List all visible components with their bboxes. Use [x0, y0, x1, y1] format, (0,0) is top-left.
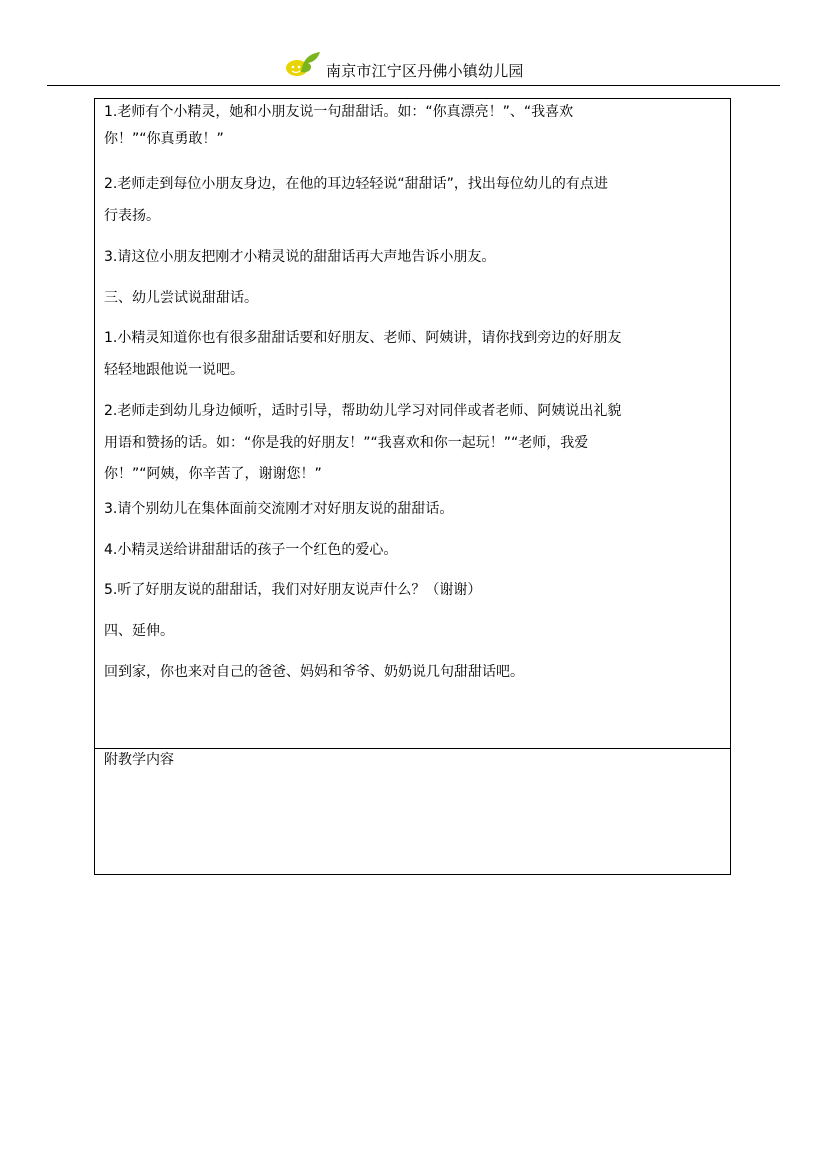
appendix-label: 附教学内容 — [104, 752, 174, 768]
process-line: 你！”“阿姨，你辛苦了，谢谢您！” — [104, 466, 322, 482]
process-line: 3.请个别幼儿在集体面前交流刚才对好朋友说的甜甜话。 — [104, 501, 454, 517]
header-divider — [47, 85, 780, 86]
logo-face-eye — [292, 66, 295, 69]
page-header — [0, 50, 827, 86]
process-line: 1.老师有个小精灵，她和小朋友说一句甜甜话。如：“你真漂亮！”、“我喜欢 — [104, 104, 574, 120]
appendix-cell — [95, 749, 730, 874]
process-line: 5.听了好朋友说的甜甜话，我们对好朋友说声什么？（谢谢） — [104, 582, 482, 598]
process-line: 轻轻地跟他说一说吧。 — [104, 362, 244, 378]
process-line: 你！”“你真勇敢！” — [104, 131, 224, 147]
process-line: 2.老师走到幼儿身边倾听，适时引导，帮助幼儿学习对同伴或者老师、阿姨说出礼貌 — [104, 403, 622, 419]
logo-face-eye — [298, 66, 301, 69]
school-name: 南京市江宁区丹佛小镇幼儿园 — [326, 62, 524, 80]
process-line: 用语和赞扬的话。如：“你是我的好朋友！”“我喜欢和你一起玩！”“老师，我爱 — [104, 435, 589, 451]
process-line: 4.小精灵送给讲甜甜话的孩子一个红色的爱心。 — [104, 542, 398, 558]
kindergarten-logo-icon — [284, 50, 326, 80]
process-section-heading: 四、延伸。 — [104, 623, 174, 639]
process-line: 回到家，你也来对自己的爸爸、妈妈和爷爷、奶奶说几句甜甜话吧。 — [104, 664, 524, 680]
activity-process-cell — [95, 99, 730, 749]
process-line: 行表扬。 — [104, 208, 160, 224]
process-section-heading: 三、幼儿尝试说甜甜话。 — [104, 290, 258, 306]
process-line: 2.老师走到每位小朋友身边，在他的耳边轻轻说“甜甜话”，找出每位幼儿的有点进 — [104, 176, 608, 192]
process-line: 3.请这位小朋友把刚才小精灵说的甜甜话再大声地告诉小朋友。 — [104, 249, 496, 265]
lesson-plan-table — [94, 98, 731, 875]
process-line: 1.小精灵知道你也有很多甜甜话要和好朋友、老师、阿姨讲，请你找到旁边的好朋友 — [104, 330, 622, 346]
